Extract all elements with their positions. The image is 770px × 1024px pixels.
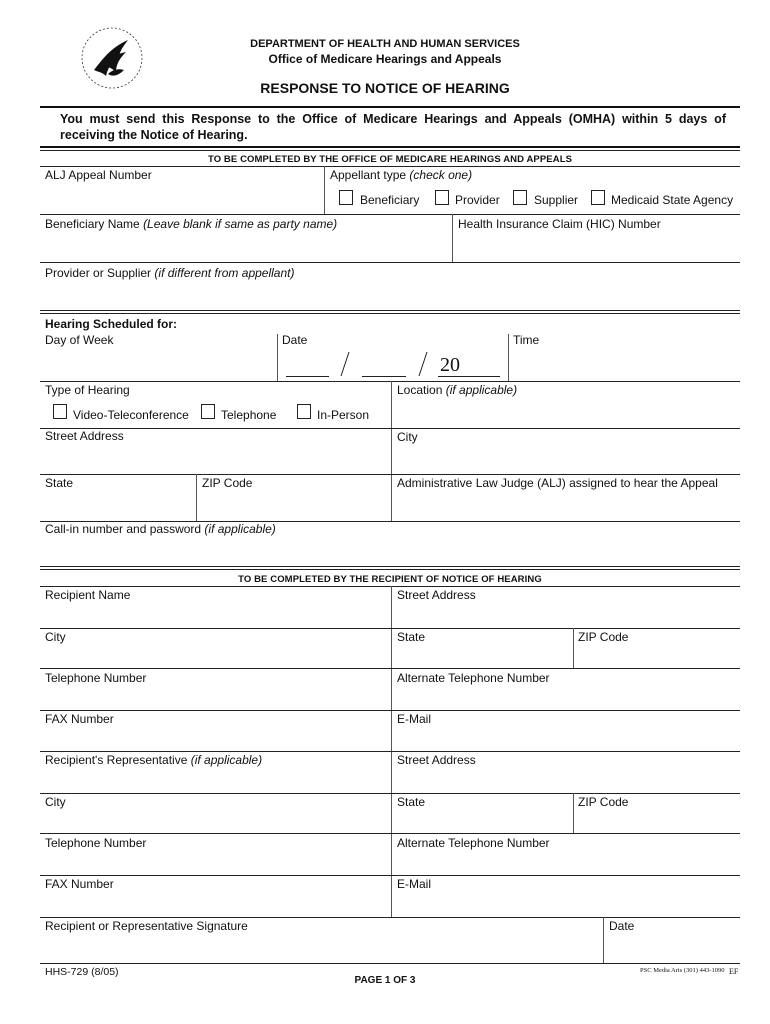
type-of-hearing-label: Type of Hearing <box>45 383 130 397</box>
video-teleconference-label: Video-Teleconference <box>73 408 189 422</box>
office-name: Office of Medicare Hearings and Appeals <box>268 52 502 66</box>
omha-section-heading: TO BE COMPLETED BY THE OFFICE OF MEDICARE HEARINGS AND APPEALS <box>207 154 573 165</box>
date-day-blank[interactable] <box>362 376 406 377</box>
appellant-type-label: Appellant type (check one) <box>330 168 473 182</box>
rep-street-address-label: Street Address <box>397 753 476 767</box>
form-number: HHS-729 (8/05) <box>45 966 119 978</box>
hearing-zip-label: ZIP Code <box>202 476 253 490</box>
medicaid-state-agency-checkbox[interactable] <box>591 190 605 205</box>
telephone-checkbox[interactable] <box>201 404 215 419</box>
alj-appeal-number-label: ALJ Appeal Number <box>45 168 152 182</box>
beneficiary-name-label: Beneficiary Name (Leave blank if same as party name) <box>45 217 338 231</box>
recipient-zip-label: ZIP Code <box>578 630 629 644</box>
hearing-city-label: City <box>397 430 418 444</box>
date-label: Date <box>282 333 308 347</box>
date-year-blank[interactable] <box>438 376 500 377</box>
ef-mark: EF <box>729 967 739 976</box>
day-of-week-label: Day of Week <box>45 333 114 347</box>
beneficiary-option-label: Beneficiary <box>360 193 420 207</box>
time-label: Time <box>513 333 540 347</box>
rep-fax-label: FAX Number <box>45 877 114 891</box>
signature-label: Recipient or Representative Signature <box>45 919 248 933</box>
provider-option-label: Provider <box>455 193 500 207</box>
page-number: PAGE 1 OF 3 <box>354 975 416 986</box>
rep-state-label: State <box>397 795 426 809</box>
rep-zip-label: ZIP Code <box>578 795 629 809</box>
alj-assigned-label: Administrative Law Judge (ALJ) assigned to hear the Appeal <box>397 476 718 490</box>
recipient-email-label: E-Mail <box>397 712 432 726</box>
recipient-street-address-label: Street Address <box>397 588 476 602</box>
rep-alt-telephone-label: Alternate Telephone Number <box>397 836 550 850</box>
rep-city-label: City <box>45 795 66 809</box>
printer-credit: PSC Media Arts (301) 443-1090 <box>640 967 725 974</box>
date-month-blank[interactable] <box>286 376 329 377</box>
recipient-section-heading: TO BE COMPLETED BY THE RECIPIENT OF NOTICE OF HEARING <box>238 574 542 585</box>
recipient-state-label: State <box>397 630 426 644</box>
medicaid-state-agency-option-label: Medicaid State Agency <box>611 193 734 207</box>
location-label: Location (if applicable) <box>397 383 518 397</box>
provider-supplier-label: Provider or Supplier (if different from appellant) <box>45 266 295 280</box>
hearing-street-address-label: Street Address <box>45 429 124 443</box>
instruction-text: You must send this Response to the Office of Medicare Hearings and Appeals (OMHA) within 5 days of receiving the Notice of Hearing. <box>60 112 726 142</box>
department-name: DEPARTMENT OF HEALTH AND HUMAN SERVICES <box>250 38 520 50</box>
recipient-name-label: Recipient Name <box>45 588 131 602</box>
date-slash-1 <box>340 352 350 376</box>
date-slash-2 <box>418 352 428 376</box>
recipient-telephone-label: Telephone Number <box>45 671 147 685</box>
in-person-label: In-Person <box>317 408 370 422</box>
hearing-scheduled-label: Hearing Scheduled for: <box>45 317 178 331</box>
video-teleconference-checkbox[interactable] <box>53 404 67 419</box>
signature-date-label: Date <box>609 919 635 933</box>
supplier-option-label: Supplier <box>534 193 579 207</box>
date-year-prefix: 20 <box>440 354 460 376</box>
hearing-state-label: State <box>45 476 74 490</box>
provider-checkbox[interactable] <box>435 190 449 205</box>
supplier-checkbox[interactable] <box>513 190 527 205</box>
representative-label: Recipient's Representative (if applicable) <box>45 753 263 767</box>
call-in-label: Call-in number and password (if applicable) <box>45 522 276 536</box>
rep-telephone-label: Telephone Number <box>45 836 147 850</box>
hic-number-label: Health Insurance Claim (HIC) Number <box>458 217 661 231</box>
in-person-checkbox[interactable] <box>297 404 311 419</box>
recipient-fax-label: FAX Number <box>45 712 114 726</box>
beneficiary-checkbox[interactable] <box>339 190 353 205</box>
telephone-label: Telephone <box>221 408 277 422</box>
recipient-alt-telephone-label: Alternate Telephone Number <box>397 671 550 685</box>
rep-email-label: E-Mail <box>397 877 432 891</box>
form-title: RESPONSE TO NOTICE OF HEARING <box>260 80 510 96</box>
recipient-city-label: City <box>45 630 66 644</box>
